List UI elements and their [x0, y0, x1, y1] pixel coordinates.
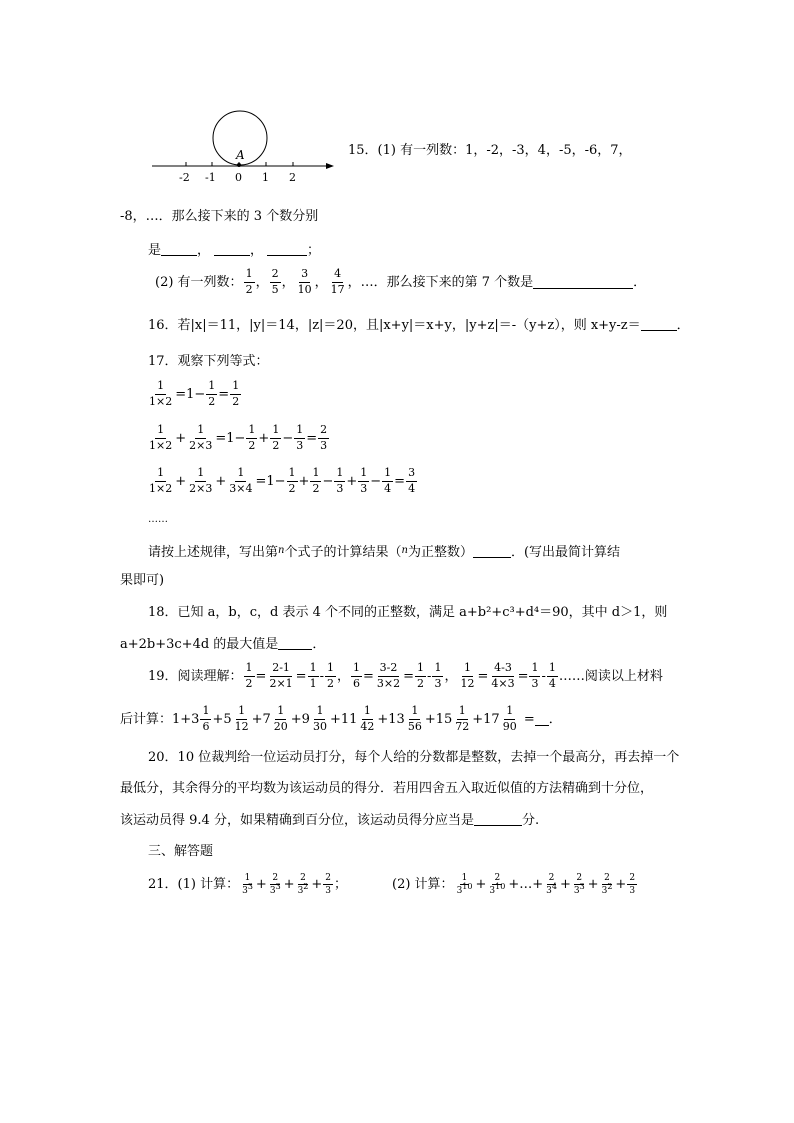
equation-1: $\frac{1}{1\times 2}$ =1− $\frac{1}{2}$ = $\frac{1}{2}$ [149, 379, 240, 408]
answer-blank [535, 713, 549, 726]
equation-3: $\frac{1}{1\times 2}$ + $\frac{1}{2\times 3}$ + $\frac{1}{3\times 4}$ =1− $\frac{1}{2}$ + $\frac{1}{2}$ − $\frac{1}{3}$ + $\frac{1}{3}$ − $\frac{1}{4}$ = $\frac{3}{4}$ [149, 466, 416, 495]
fraction: $\frac{4}{17}$ [330, 267, 345, 296]
number-line-figure [148, 108, 343, 183]
q20-line3: 该运动员得 9.4 分，如果精确到百分位，该运动员得分应当是 分. [120, 813, 540, 828]
q17-instruction: 请按上述规律，写出第$^n$个式子的计算结果（$^n$为正整数） ．(写出最简计算结 [148, 545, 621, 560]
answer-blank [278, 637, 312, 650]
tick-label: 0 [235, 171, 242, 183]
q20-line1: 20．10 位裁判给一位运动员打分，每个人给的分数都是整数，去掉一个最高分，再去掉一个 [148, 750, 680, 765]
q15-line3 [148, 243, 320, 257]
axis-arrow [326, 163, 334, 169]
q17-intro: 17．观察下列等式： [148, 354, 269, 369]
q19-line2: 后计算：1+3 $\frac{1}{6}$ +5 $\frac{1}{12}$ +7 $\frac{1}{20}$ +9 $\frac{1}{30}$ +11 $\frac{1}{42}$ +13 $\frac{1}{56}$ +15 $\frac{1}{72}$ +17 $\frac{1}{90}$ = ． [120, 704, 562, 733]
q18-line1: 18．已知 a，b，c，d 表示 4 个不同的正整数，满足 a+b²+c³+d⁴＝90，其中 d＞1，则 [148, 605, 668, 620]
q15-part2: (2) 有一列数： $\frac{1}{2}$ ， $\frac{2}{5}$ ， $\frac{3}{10}$ ， $\frac{4}{17}$ ，…．那么接下来的第 7 个数是 ． [155, 267, 647, 296]
q17-instruction-line2: 果即可) [120, 573, 165, 588]
q17-ellipsis: …… [148, 514, 168, 525]
q20-line2: 最低分，其余得分的平均数为该运动员的得分．若用四舍五入取近似值的方法精确到十分位， [120, 781, 654, 796]
q19-line1: 19．阅读理解： $\frac{1}{2}$ = $\frac{2-1}{2\times 1}$ = $\frac{1}{1}$ - $\frac{1}{2}$ ， $\frac{1}{6}$ = $\frac{3-2}{3\times 2}$ = $\frac{1}{2}$ - $\frac{1}{3}$ ， $\frac{1}{12}$ = $\frac{4-3}{4\times 3}$ = $\frac{1}{3}$ - $\frac{1}{4}$ ……阅读以上材料 [148, 661, 663, 690]
tick-label: 2 [289, 171, 296, 183]
answer-blank [533, 276, 633, 289]
fraction: $\frac{3}{10}$ [297, 267, 312, 296]
tick-label: 1 [262, 171, 269, 183]
equation-2: $\frac{1}{1\times 2}$ + $\frac{1}{2\times 3}$ =1− $\frac{1}{2}$ + $\frac{1}{2}$ − $\frac{1}{3}$ = $\frac{2}{3}$ [149, 423, 328, 452]
answer-blank [474, 813, 522, 826]
q15-text: ， [197, 243, 211, 258]
q15-text: (2) 有一列数： [155, 274, 243, 290]
q15-text: ，…．那么接下来的第 7 个数是 [347, 274, 534, 290]
q16-text: 16．若|x|＝11，|y|＝14，|z|＝20，且|x+y|＝x+y，|y+z|＝-（y+z），则 x+y-z＝ [148, 318, 641, 333]
q15-line1: 15．(1) 有一列数：1，-2，-3，4，-5，-6，7， [348, 143, 632, 158]
answer-blank [267, 243, 307, 256]
q21-part2: (2) 计算： $\frac{1}{3^{10}}$ + $\frac{2}{3^{10}}$ +…+ $\frac{2}{3^4}$ + $\frac{2}{3^3}$ + $\frac{2}{3^2}$ + $\frac{2}{3}$ [392, 873, 636, 897]
q18-line2: a+2b+3c+4d 的最大值是 ． [120, 637, 326, 652]
answer-blank [214, 243, 250, 256]
answer-blank [473, 545, 511, 558]
point-a-label: A [236, 148, 245, 162]
fraction: $\frac{2}{5}$ [271, 267, 279, 296]
q15-text: 是 [148, 243, 162, 258]
q15-text: ， [250, 243, 264, 258]
fraction: $\frac{1}{2}$ [245, 267, 253, 296]
answer-blank [161, 243, 197, 256]
q15-text: ； [307, 243, 321, 258]
section-heading: 三、解答题 [148, 844, 214, 859]
q15-line2: -8，…．那么接下来的 3 个数分别 [120, 209, 319, 224]
q16: 16．若|x|＝11，|y|＝14，|z|＝20，且|x+y|＝x+y，|y+z|＝-（y+z），则 x+y-z＝ ． [148, 318, 690, 333]
tick-label: -2 [179, 171, 190, 183]
q21-part1: 21．(1) 计算： $\frac{1}{3^3}$ + $\frac{2}{3^3}$ + $\frac{2}{3^2}$ + $\frac{2}{3}$ ； [148, 873, 348, 897]
tick-label: -1 [205, 171, 216, 183]
point-a [237, 163, 241, 167]
answer-blank [641, 318, 677, 331]
